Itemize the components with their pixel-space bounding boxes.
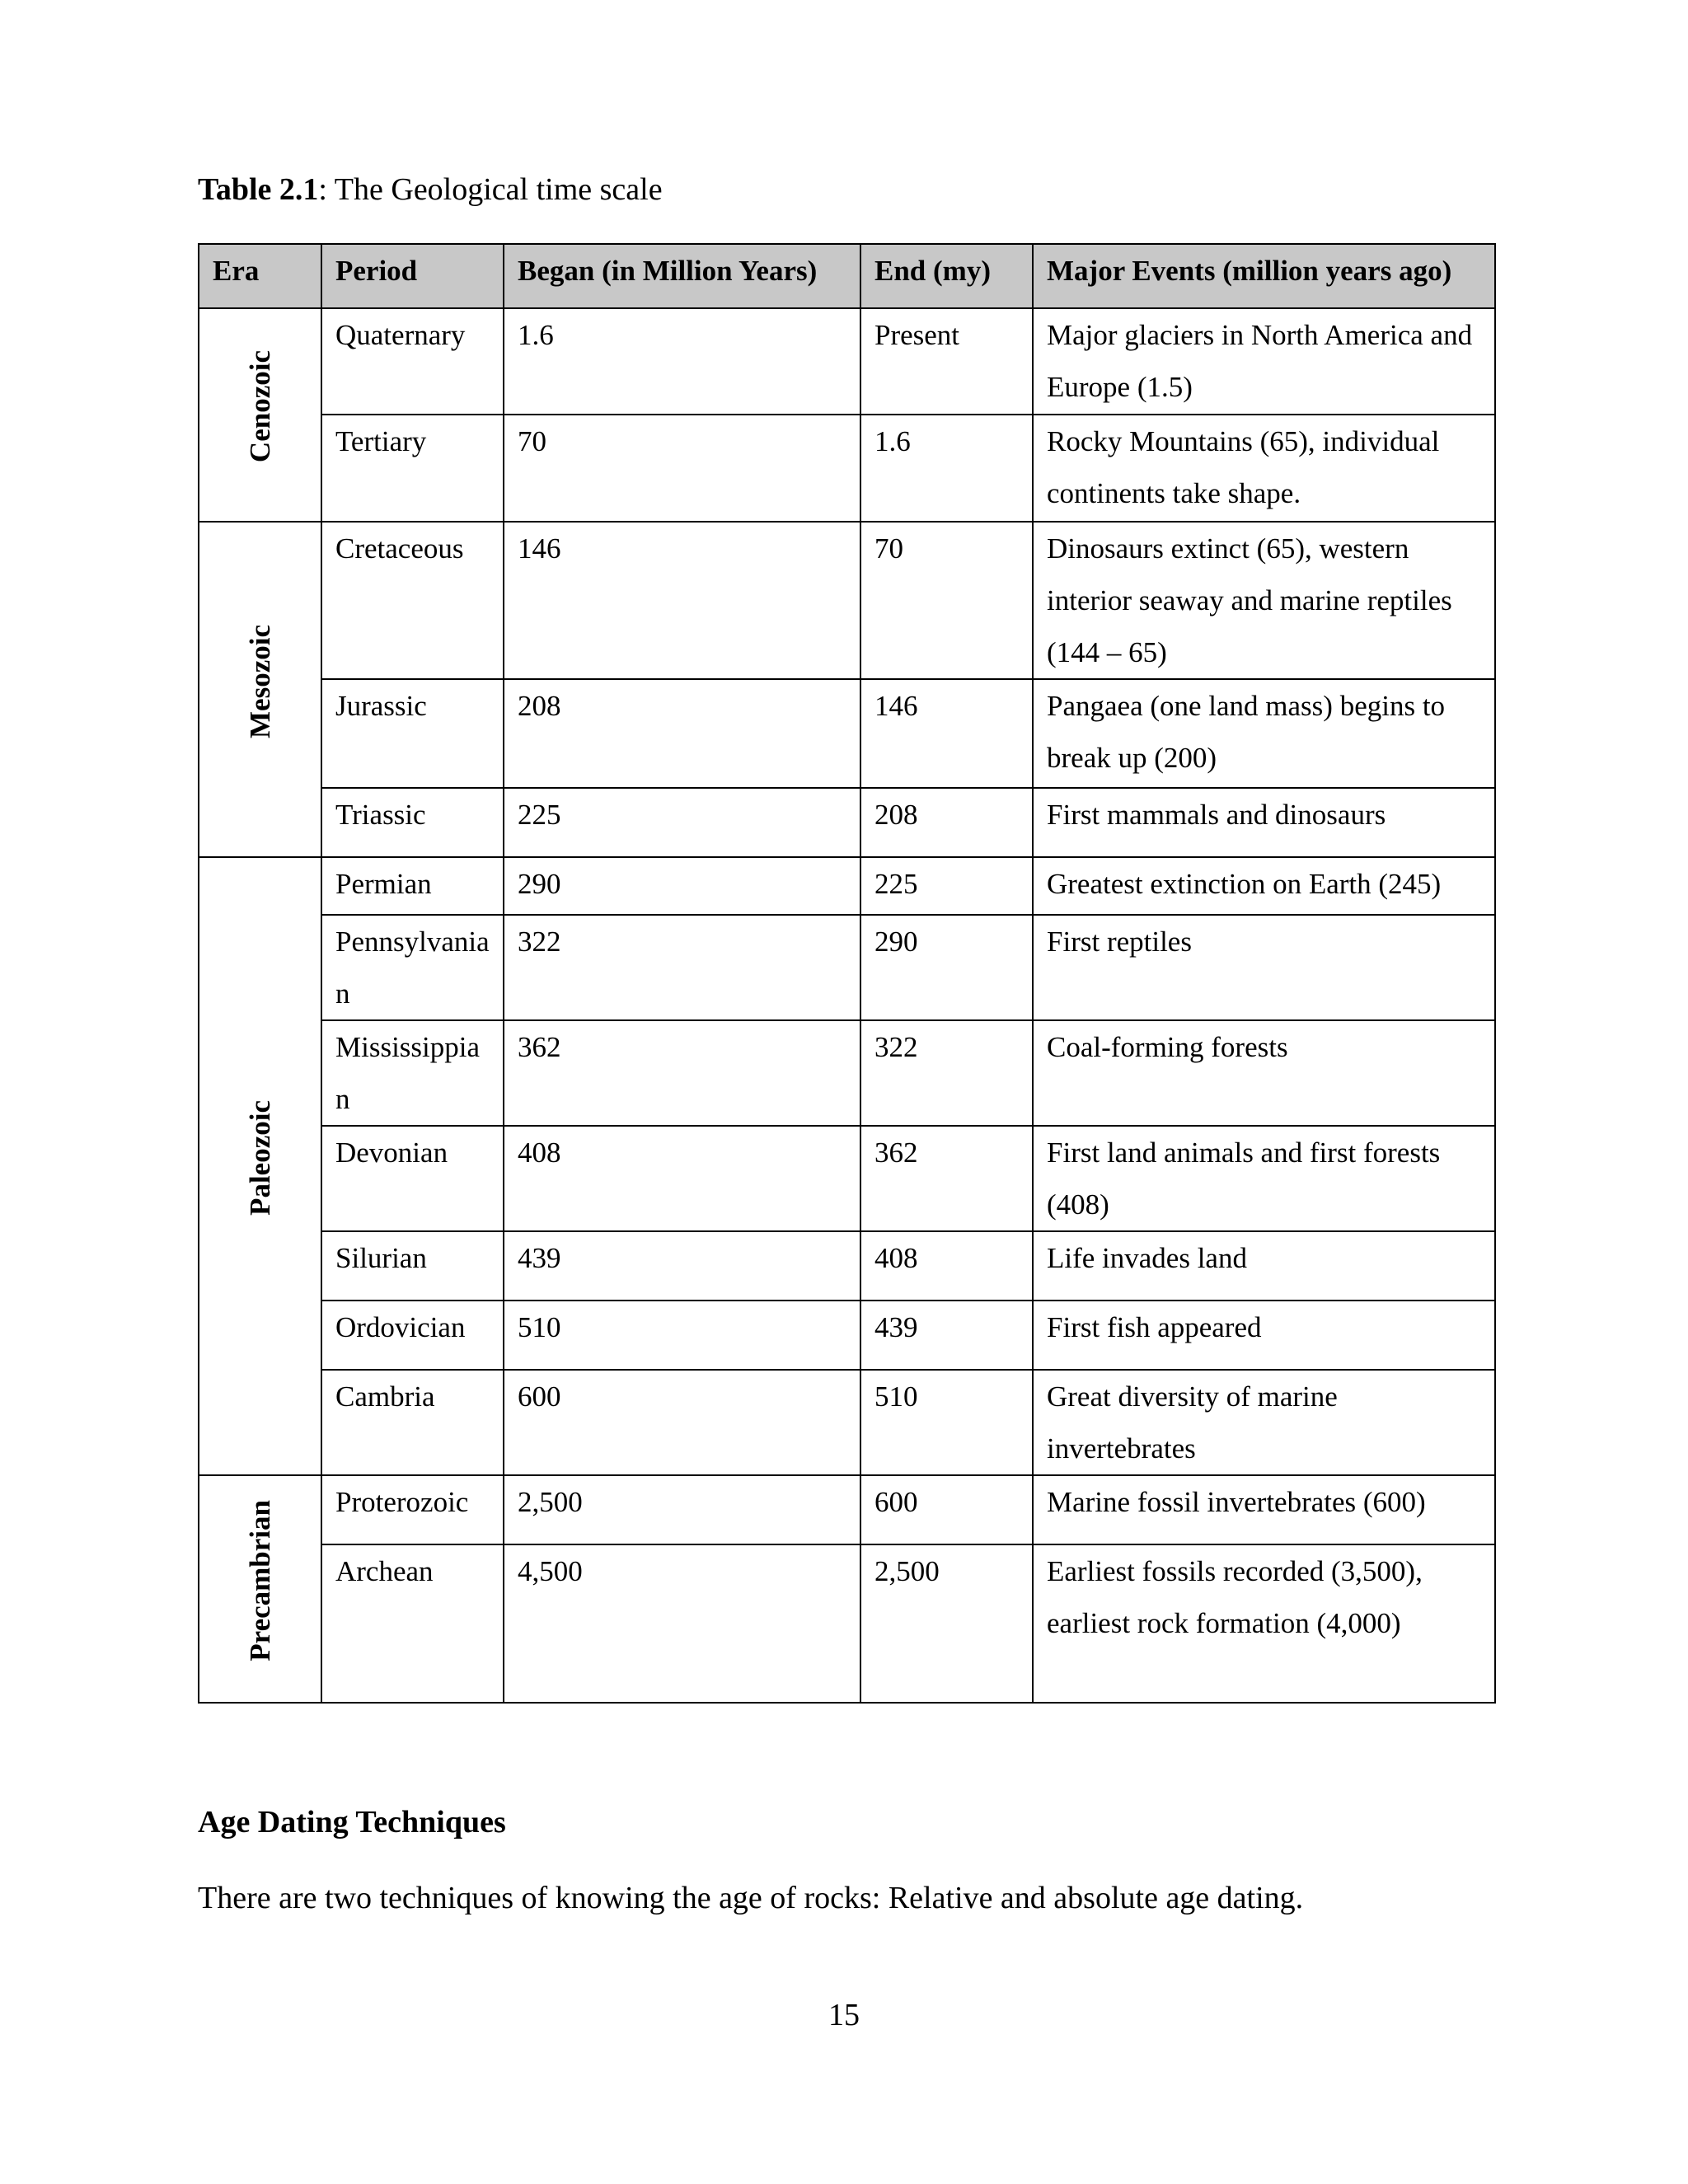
header-major-events: Major Events (million years ago) <box>1033 244 1495 308</box>
began-cell: 2,500 <box>504 1475 860 1544</box>
end-cell: 1.6 <box>860 415 1033 522</box>
end-cell: 600 <box>860 1475 1033 1544</box>
era-cell-precambrian <box>199 1475 321 1703</box>
began-cell: 146 <box>504 522 860 679</box>
end-cell: 439 <box>860 1301 1033 1370</box>
events-cell: Greatest extinction on Earth (245) <box>1033 857 1495 915</box>
end-cell: 70 <box>860 522 1033 679</box>
began-cell: 408 <box>504 1126 860 1231</box>
events-cell: Coal-forming forests <box>1033 1020 1495 1126</box>
events-cell: Marine fossil invertebrates (600) <box>1033 1475 1495 1544</box>
table-caption-label: Table 2.1 <box>198 172 319 207</box>
table-row <box>199 1301 1495 1370</box>
period-cell: Quaternary <box>321 308 504 415</box>
era-label: Mesozoic <box>243 624 276 738</box>
table-row <box>199 415 1495 522</box>
table-row <box>199 1231 1495 1301</box>
period-cell: Ordovician <box>321 1301 504 1370</box>
table-header-row <box>199 244 1495 308</box>
events-cell: Major glaciers in North America and Europe (1.5) <box>1033 308 1495 415</box>
body-paragraph: There are two techniques of knowing the age of rocks: Relative and absolute age dating. <box>198 1881 1304 1915</box>
era-cell-paleozoic <box>199 857 321 1475</box>
table-row <box>199 522 1495 679</box>
end-cell: 362 <box>860 1126 1033 1231</box>
period-cell: Mississippian <box>321 1020 504 1126</box>
events-cell: Rocky Mountains (65), individual continents take shape. <box>1033 415 1495 522</box>
began-cell: 439 <box>504 1231 860 1301</box>
events-cell: First land animals and first forests (408) <box>1033 1126 1495 1231</box>
table-caption-text: : The Geological time scale <box>318 172 663 207</box>
events-cell: Dinosaurs extinct (65), western interior seaway and marine reptiles (144 – 65) <box>1033 522 1495 679</box>
era-cell-mesozoic <box>199 522 321 857</box>
page-number: 15 <box>828 1998 860 2032</box>
period-cell: Silurian <box>321 1231 504 1301</box>
period-cell: Cretaceous <box>321 522 504 679</box>
end-cell: 208 <box>860 788 1033 857</box>
period-cell: Triassic <box>321 788 504 857</box>
header-end: End (my) <box>860 244 1033 308</box>
events-cell: Great diversity of marine invertebrates <box>1033 1370 1495 1475</box>
period-cell: Proterozoic <box>321 1475 504 1544</box>
began-cell: 4,500 <box>504 1544 860 1703</box>
end-cell: 510 <box>860 1370 1033 1475</box>
began-cell: 510 <box>504 1301 860 1370</box>
end-cell: Present <box>860 308 1033 415</box>
began-cell: 362 <box>504 1020 860 1126</box>
end-cell: 408 <box>860 1231 1033 1301</box>
table-row <box>199 679 1495 788</box>
era-label: Precambrian <box>243 1500 276 1661</box>
period-cell: Cambria <box>321 1370 504 1475</box>
events-cell: First mammals and dinosaurs <box>1033 788 1495 857</box>
period-cell: Jurassic <box>321 679 504 788</box>
began-cell: 1.6 <box>504 308 860 415</box>
began-cell: 70 <box>504 415 860 522</box>
end-cell: 2,500 <box>860 1544 1033 1703</box>
events-cell: Pangaea (one land mass) begins to break up (200) <box>1033 679 1495 788</box>
period-cell: Archean <box>321 1544 504 1703</box>
table-row <box>199 1475 1495 1544</box>
period-cell: Tertiary <box>321 415 504 522</box>
era-label: Paleozoic <box>243 1100 276 1216</box>
began-cell: 600 <box>504 1370 860 1475</box>
end-cell: 290 <box>860 915 1033 1020</box>
table-row <box>199 308 1495 415</box>
began-cell: 290 <box>504 857 860 915</box>
table-row <box>199 1370 1495 1475</box>
header-era: Era <box>199 244 321 308</box>
end-cell: 146 <box>860 679 1033 788</box>
table-row <box>199 788 1495 857</box>
table-row <box>199 1126 1495 1231</box>
header-period: Period <box>321 244 504 308</box>
events-cell: First fish appeared <box>1033 1301 1495 1370</box>
table-row <box>199 915 1495 1020</box>
table-row <box>199 1544 1495 1703</box>
events-cell: Earliest fossils recorded (3,500), earliest rock formation (4,000) <box>1033 1544 1495 1703</box>
events-cell: First reptiles <box>1033 915 1495 1020</box>
events-cell: Life invades land <box>1033 1231 1495 1301</box>
table-row <box>199 1020 1495 1126</box>
end-cell: 322 <box>860 1020 1033 1126</box>
section-heading: Age Dating Techniques <box>198 1805 506 1840</box>
era-label: Cenozoic <box>243 350 276 463</box>
began-cell: 208 <box>504 679 860 788</box>
geological-time-scale-table <box>198 243 1496 1704</box>
table-row <box>199 857 1495 915</box>
began-cell: 322 <box>504 915 860 1020</box>
header-began: Began (in Million Years) <box>504 244 860 308</box>
period-cell: Pennsylvanian <box>321 915 504 1020</box>
period-cell: Devonian <box>321 1126 504 1231</box>
began-cell: 225 <box>504 788 860 857</box>
period-cell: Permian <box>321 857 504 915</box>
table-caption <box>198 169 663 210</box>
end-cell: 225 <box>860 857 1033 915</box>
era-cell-cenozoic <box>199 308 321 522</box>
